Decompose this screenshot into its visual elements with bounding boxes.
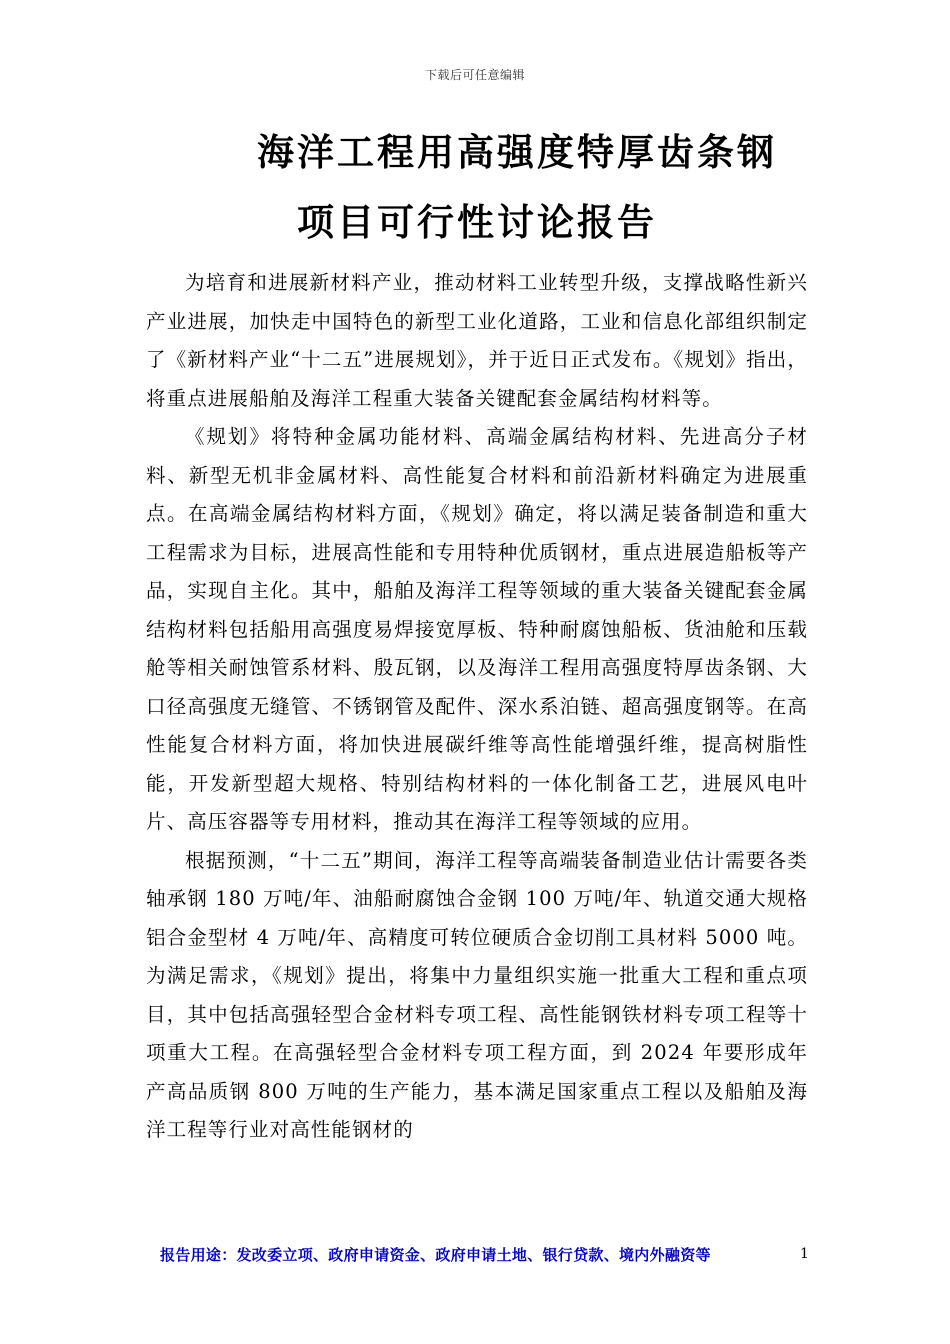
paragraph-3: 根据预测，“十二五”期间，海洋工程等高端装备制造业估计需要各类轴承钢 180 万吨/年、油船耐腐蚀合金钢 100 万吨/年、轨道交通大规格铝合金型材 4 万吨/年、高精度可转位硬质合金切削工具材料 5000 吨。为满足需求，《规划》提出，将集中力量组织实施一批重大工程和重点项目，其中包括高强轻型合金材料专项工程、高性能钢铁材料专项工程等十项重大工程。在高强轻型合金材料专项工程方面，到 2024 年要形成年产高品质钢 800 万吨的生产能力，基本满足国家重点工程以及船舶及海洋工程等行业对高性能钢材的 bbox=[146, 848, 808, 1141]
header-note: 下载后可任意编辑 bbox=[424, 68, 525, 82]
document-body bbox=[146, 264, 808, 1150]
footer-report-purpose: 报告用途：发改委立项、政府申请资金、政府申请土地、银行贷款、境内外融资等 bbox=[160, 1246, 711, 1264]
paragraph-1: 为培育和进展新材料产业，推动材料工业转型升级，支撑战略性新兴产业进展，加快走中国特色的新型工业化道路，工业和信息化部组织制定了《新材料产业“十二五”进展规划》，并于近日正式发布。《规划》指出，将重点进展船舶及海洋工程重大装备关键配套金属结构材料等。 bbox=[146, 271, 808, 410]
paragraph-2: 《规划》将特种金属功能材料、高端金属结构材料、先进高分子材料、新型无机非金属材料、高性能复合材料和前沿新材料确定为进展重点。在高端金属结构材料方面，《规划》确定，将以满足装备制造和重大工程需求为目标，进展高性能和专用特种优质钢材，重点进展造船板等产品，实现自主化。其中，船舶及海洋工程等领域的重大装备关键配套金属结构材料包括船用高强度易焊接宽厚板、特种耐腐蚀船板、货油舱和压载舱等相关耐蚀管系材料、殷瓦钢，以及海洋工程用高强度特厚齿条钢、大口径高强度无缝管、不锈钢管及配件、深水系泊链、超高强度钢等。在高性能复合材料方面，将加快进展碳纤维等高性能增强纤维，提高树脂性能，开发新型超大规格、特别结构材料的一体化制备工艺，进展风电叶片、高压容器等专用材料，推动其在海洋工程等领域的应用。 bbox=[146, 425, 808, 833]
page-number: 1 bbox=[800, 1246, 809, 1262]
document-title-line-2: 项目可行性讨论报告 bbox=[297, 201, 657, 244]
document-title-line-1: 海洋工程用高强度特厚齿条钢 bbox=[257, 131, 777, 174]
